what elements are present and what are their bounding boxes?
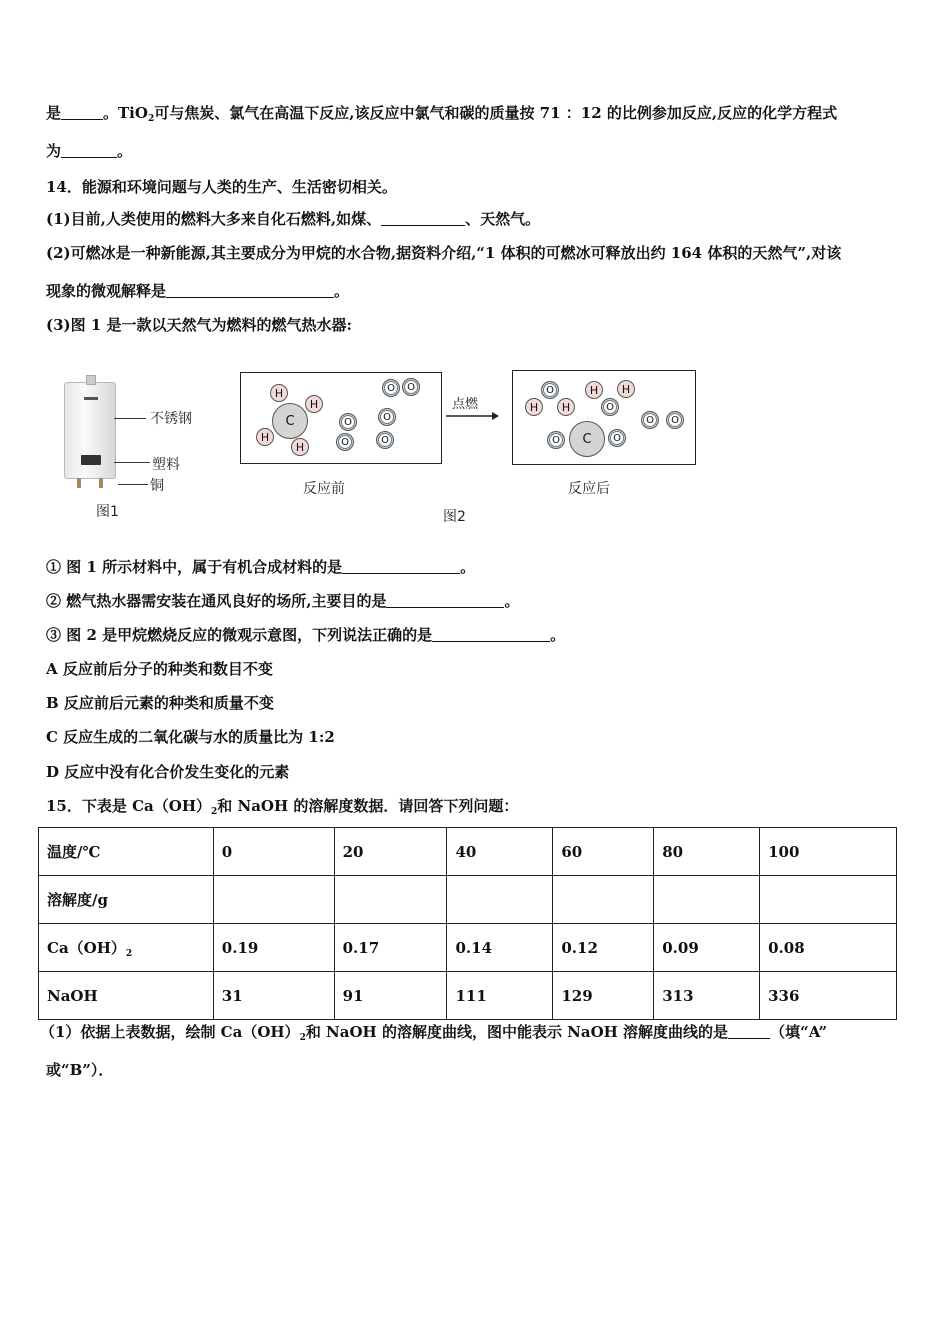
table-row [39,828,897,876]
table-cell: 129 [553,972,654,1020]
table-cell: 60 [553,828,654,876]
carbon-atom: C [569,421,605,457]
table-cell: 溶解度/g [39,876,214,924]
table-row [39,972,897,1020]
oxygen-atom: O [601,398,619,416]
sub-question-1: ① 图 1 所示材料中，属于有机合成材料的是 。 [46,558,476,576]
answer-blank[interactable] [342,559,460,574]
question-15-part-1-cont: 或“B”）． [46,1061,114,1079]
table-cell [213,876,334,924]
label-copper: 铜 [150,478,164,494]
table-cell: 40 [447,828,553,876]
table-cell: $Ca(OH)_2$ [39,924,214,972]
hydrogen-atom: H [585,381,603,399]
oxygen-atom: O [608,429,626,447]
table-cell: 温度/℃ [39,828,214,876]
hydrogen-atom: H [617,380,635,398]
table-row [39,876,897,924]
after-reaction-box [512,370,696,465]
hydrogen-atom: H [291,438,309,456]
callout-line [114,462,150,463]
sub-question-2: ② 燃气热水器需安装在通风良好的场所,主要目的是 。 [46,592,520,610]
caption-fig1: 图1 [96,504,119,520]
callout-line [118,484,148,485]
table-row [39,924,897,972]
option-a[interactable]: A 反应前后分子的种类和数目不变 [46,660,273,678]
question-15-part-1: （1）依据上表数据，绘制 $Ca(OH)_2$和 NaOH 的溶解度曲线，图中能表示 NaOH 溶解度曲线的是 （填“A” [40,1023,828,1043]
table-cell [334,876,447,924]
answer-blank[interactable] [61,143,117,158]
answer-blank[interactable] [61,105,103,120]
answer-blank[interactable] [381,211,465,226]
oxygen-atom: O [666,411,684,429]
hydrogen-atom: H [557,398,575,416]
table-cell: 111 [447,972,553,1020]
ignition-label: 点燃 [452,397,479,412]
option-b[interactable]: B 反应前后元素的种类和质量不变 [46,694,274,712]
table-cell: 0 [213,828,334,876]
oxygen-atom: O [336,433,354,451]
oxygen-atom: O [641,411,659,429]
caption-before: 反应前 [303,481,345,497]
table-cell: 0.12 [553,924,654,972]
solubility-table [38,827,897,1020]
label-plastic: 塑料 [152,457,180,473]
question-14-part-2: (2)可燃冰是一种新能源,其主要成分为甲烷的水合物,据资料介绍,“1 体积的可燃冰可释放出约 164 体积的天然气”,对该 [46,244,842,262]
oxygen-atom: O [378,408,396,426]
answer-blank[interactable] [728,1024,770,1039]
table-cell: NaOH [39,972,214,1020]
table-cell: 313 [654,972,760,1020]
hydrogen-atom: H [305,395,323,413]
table-cell: 0.19 [213,924,334,972]
text-line-1: 是 。TiO$_2$可与焦炭、氯气在高温下反应,该反应中氯气和碳的质量按 71 ：12 的比例参加反应,反应的化学方程式 [46,104,838,124]
text-line-2: 为 。 [46,142,133,160]
option-d[interactable]: D 反应中没有化合价发生变化的元素 [46,763,290,781]
table-cell: 0.08 [760,924,897,972]
table-cell: 336 [760,972,897,1020]
table-cell [760,876,897,924]
table-cell [447,876,553,924]
callout-line [114,418,146,419]
oxygen-atom: O [339,413,357,431]
sub-question-3: ③ 图 2 是甲烷燃烧反应的微观示意图，下列说法正确的是 。 [46,626,566,644]
table-cell: 0.14 [447,924,553,972]
before-reaction-box [240,372,442,464]
oxygen-atom: O [376,431,394,449]
question-14-title: 14．能源和环境问题与人类的生产、生活密切相关。 [46,178,397,196]
option-c[interactable]: C 反应生成的二氧化碳与水的质量比为 1:2 [46,728,335,746]
table-cell: 31 [213,972,334,1020]
label-steel: 不锈钢 [150,411,192,427]
hydrogen-atom: H [270,384,288,402]
table-cell: 20 [334,828,447,876]
table-cell [553,876,654,924]
answer-blank[interactable] [432,627,550,642]
table-cell: 100 [760,828,897,876]
question-14-part-2-cont: 现象的微观解释是 。 [46,282,350,300]
hydrogen-atom: H [525,398,543,416]
oxygen-atom: O [547,431,565,449]
question-15-title: 15．下表是 $Ca(OH)_2$和 NaOH 的溶解度数据．请回答下列问题： [46,797,519,817]
carbon-atom: C [272,403,308,439]
answer-blank[interactable] [166,283,334,298]
hydrogen-atom: H [256,428,274,446]
answer-blank[interactable] [386,593,504,608]
table-cell: 80 [654,828,760,876]
reaction-arrow-icon [444,410,500,422]
caption-fig2: 图2 [443,509,466,525]
caption-after: 反应后 [568,481,610,497]
oxygen-atom: O [402,378,420,396]
table-cell [654,876,760,924]
oxygen-atom: O [382,379,400,397]
question-14-part-3: (3)图 1 是一款以天然气为燃料的燃气热水器: [46,316,353,334]
table-cell: 91 [334,972,447,1020]
question-14-part-1: (1)目前,人类使用的燃料大多来自化石燃料,如煤、 、天然气。 [46,210,541,228]
oxygen-atom: O [541,381,559,399]
table-cell: 0.17 [334,924,447,972]
table-cell: 0.09 [654,924,760,972]
water-heater-image [64,382,116,479]
